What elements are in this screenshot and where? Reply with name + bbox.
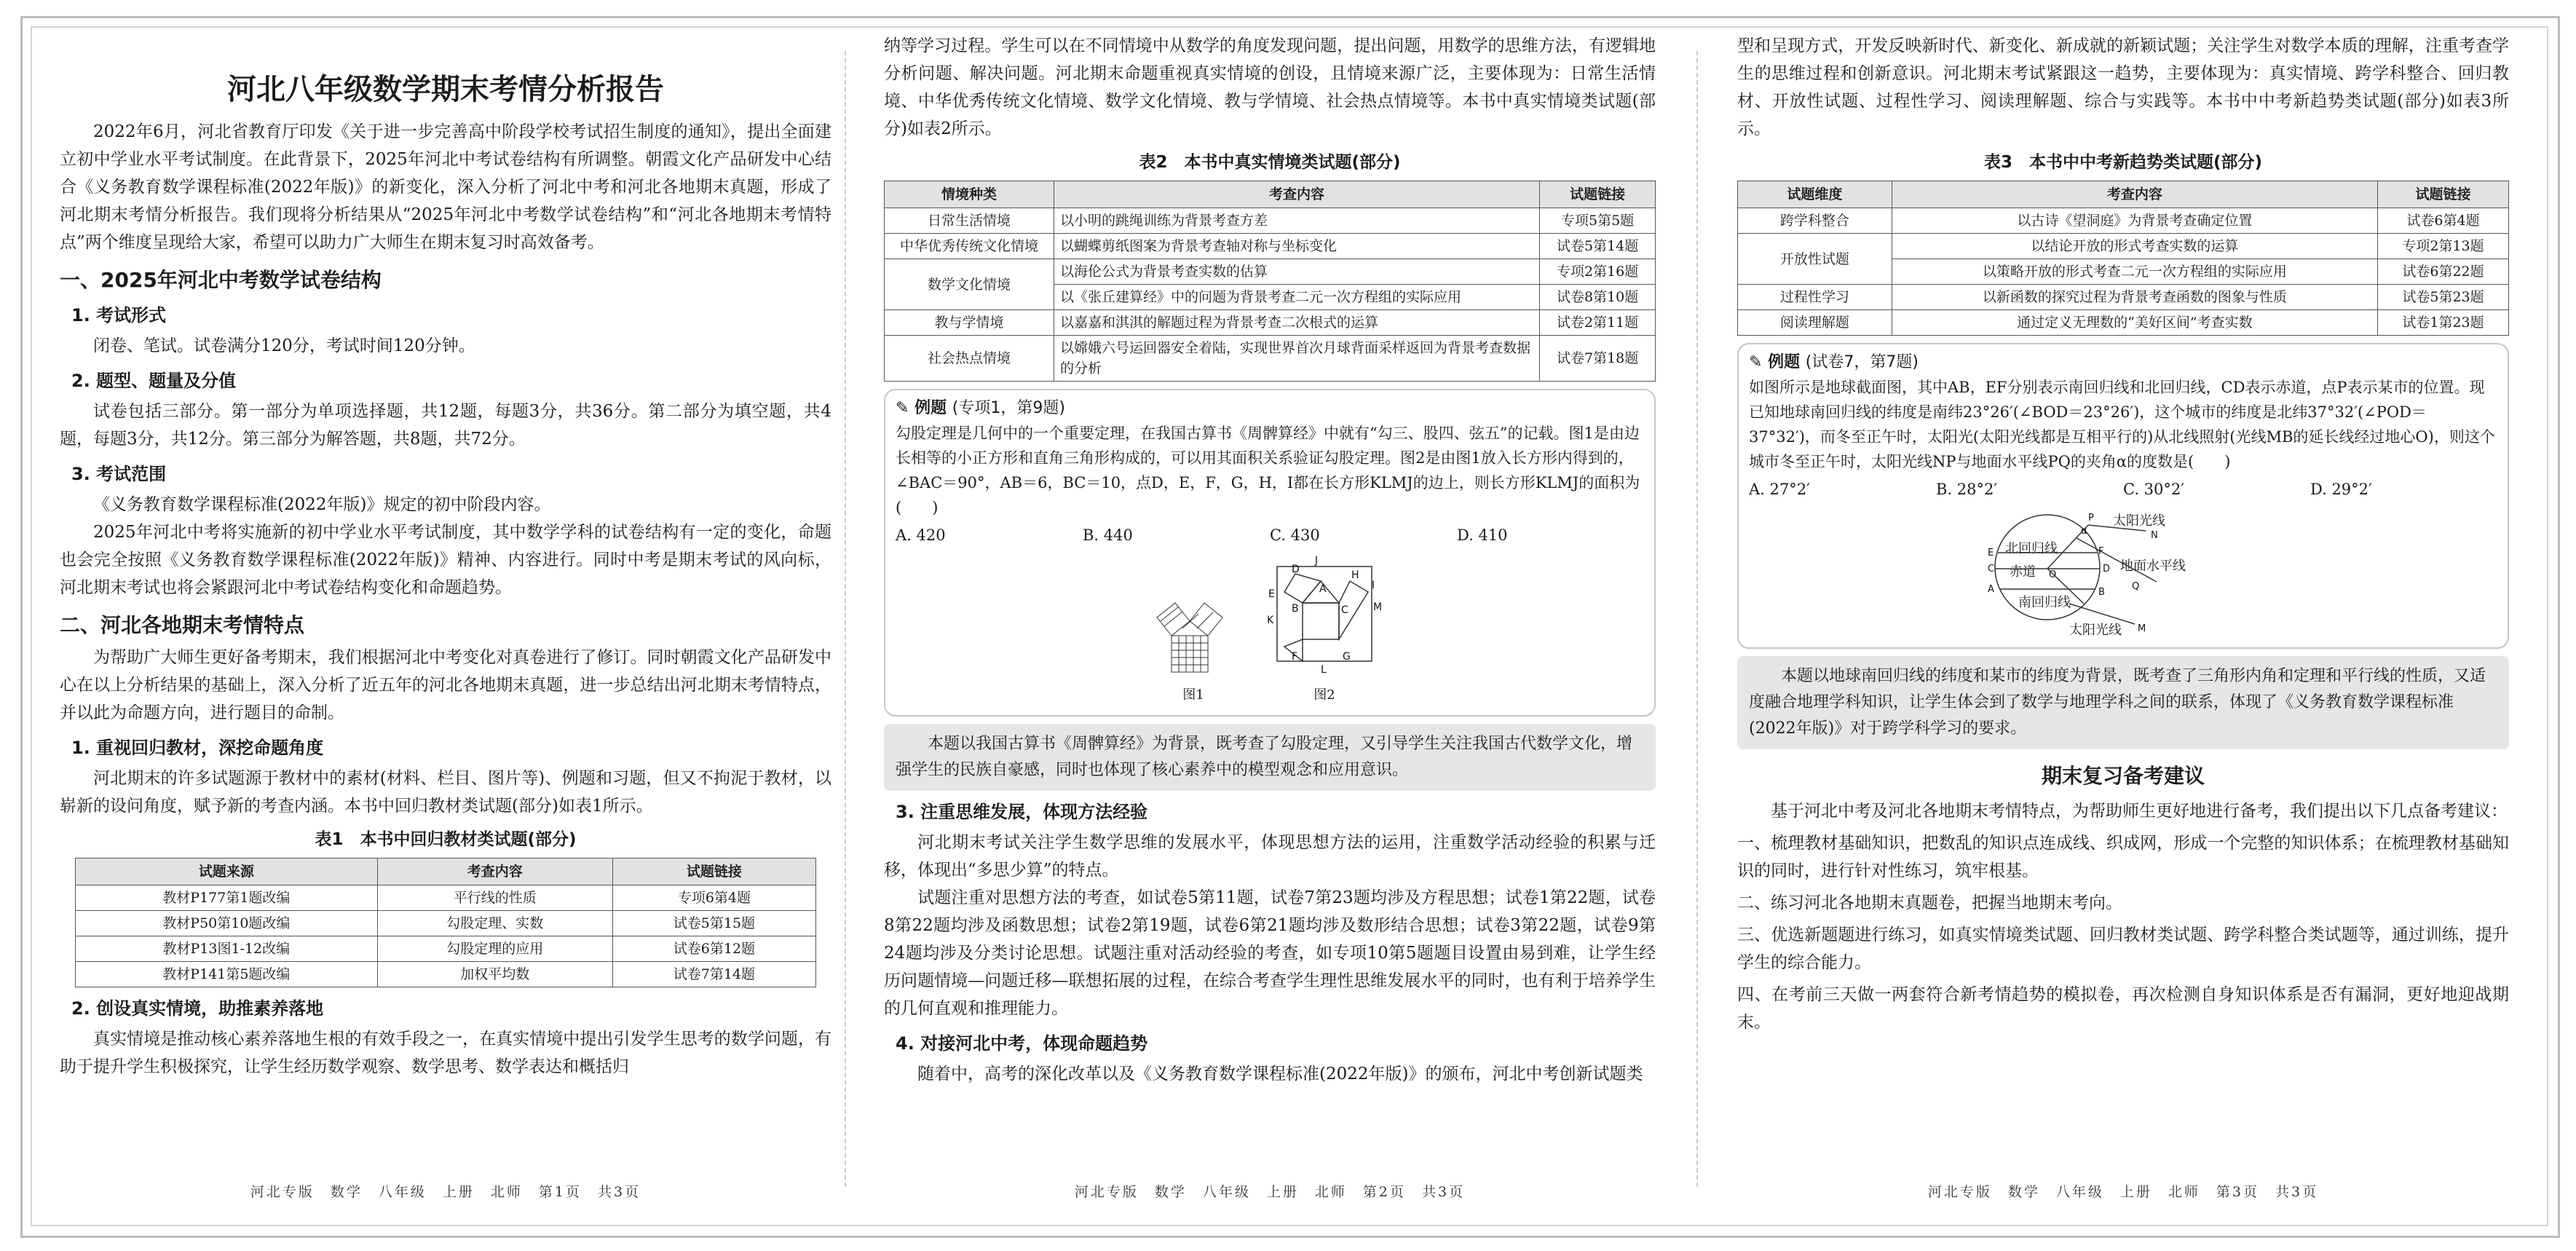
- page-footer: 河北专版 数学 八年级 上册 北师 第1页 共3页: [250, 1184, 641, 1200]
- table-cell: 阅读理解题: [1738, 310, 1892, 336]
- table-row: [76, 962, 816, 987]
- example-question: 勾股定理是几何中的一个重要定理，在我国古算书《周髀算经》中就有“勾三、股四、弦五”的记载。图1是由边长相等的小正方形和直角三角形构成的，可以用其面积关系验证勾股定理。图2是由图1放入长方形内得到的，∠BAC＝90°，AB＝6，BC＝10，点D，E，F，G，H，I都在长方形KLMJ的边上，则长方形KLMJ的面积为( ): [896, 425, 1640, 516]
- example-options: [1749, 477, 2497, 502]
- lightbulb-icon: ✎: [1749, 353, 1763, 371]
- paragraph: 型和呈现方式，开发反映新时代、新变化、新成就的新颖试题；关注学生对数学本质的理解，注重考查学生的思维过程和创新意识。河北期末考试紧跟这一趋势，主要体现为：真实情境、跨学科整合、回归教材、开放性试题、过程性学习、阅读理解题、综合与实践等。本书中中考新趋势类试题(部分)如表3所示。: [1737, 36, 2509, 138]
- example-question: 如图所示是地球截面图，其中AB，EF分别表示南回归线和北回归线，CD表示赤道，点P表示某市的位置。现已知地球南回归线的纬度是南纬23°26′(∠BOD＝23°26′)，这个城市的纬度是北纬37°32′(∠POD＝37°32′)，而冬至正午时，太阳光(太阳光线都是互相平行的)从北线照射(光线MB的延长线经过地心O)，则这个城市冬至正午时，太阳光线NP与地面水平线PQ的夹角α的度数是( ): [1749, 379, 2495, 470]
- table-cell: 试卷6第12题: [613, 936, 816, 962]
- svg-text:O: O: [2049, 569, 2057, 580]
- table-cell: 以《张丘建算经》中的问题为背景考查二元一次方程组的实际应用: [1054, 285, 1539, 310]
- svg-text:N: N: [2151, 530, 2158, 541]
- report-title: 河北八年级数学期末考情分析报告: [227, 73, 664, 106]
- svg-text:A: A: [1319, 583, 1327, 595]
- table-cell: 专项6第4题: [613, 885, 816, 911]
- paragraph: 真实情境是推动核心素养落地生根的有效手段之一，在真实情境中提出引发学生思考的数学问题，有助于提升学生积极探究，让学生经历数学观察、数学思考、数学表达和概括归: [60, 1030, 831, 1076]
- page-footer: 河北专版 数学 八年级 上册 北师 第3页 共3页: [1927, 1184, 2319, 1200]
- table-cell: 试卷5第23题: [2377, 285, 2508, 310]
- option-d: D. 29°2′: [2310, 481, 2372, 498]
- tropic-of-capricorn-label: 南回归线: [2018, 595, 2071, 610]
- column-divider: [1696, 51, 1698, 1187]
- tip-item: 二、练习河北各地期末真题卷，把握当地期末考向。: [1737, 893, 2122, 912]
- svg-text:α: α: [2081, 526, 2087, 537]
- table-row: [76, 936, 816, 962]
- table-row: [76, 911, 816, 936]
- table-row: [885, 259, 1656, 285]
- example-box-2: [1737, 343, 2509, 649]
- paragraph: 为帮助广大师生更好备考期末，我们根据河北中考变化对真卷进行了修订。同时朝霞文化产品研发中心在以上分析结果的基础上，深入分析了近五年的河北各地期末真题，进一步总结出河北期末考情特点，并以此为命题方向，进行题目的命制。: [60, 648, 831, 722]
- page-footer: 河北专版 数学 八年级 上册 北师 第2页 共3页: [1074, 1184, 1466, 1200]
- paragraph: 闭卷、笔试。试卷满分120分，考试时间120分钟。: [93, 336, 475, 355]
- table-cell: 试卷6第22题: [2377, 259, 2508, 285]
- svg-text:H: H: [1351, 569, 1359, 581]
- svg-text:P: P: [2088, 513, 2094, 524]
- sub-heading: 2. 创设真实情境，助推素养落地: [71, 998, 324, 1019]
- svg-text:C: C: [1341, 604, 1348, 616]
- table-cell: 以海伦公式为背景考查实数的估算: [1054, 259, 1539, 285]
- section-1-heading: 一、2025年河北中考数学试卷结构: [60, 268, 382, 292]
- table-cell: 以小明的跳绳训练为背景考查方差: [1054, 208, 1539, 234]
- sub-heading: 3. 考试范围: [71, 464, 167, 484]
- svg-text:J: J: [1315, 555, 1319, 567]
- table-row: [1738, 234, 2509, 259]
- option-b: B. 440: [1083, 526, 1133, 544]
- svg-text:M: M: [2138, 623, 2146, 634]
- table-header: 试题链接: [2377, 181, 2508, 208]
- sub-heading: 1. 考试形式: [71, 305, 167, 325]
- tips-title: 期末复习备考建议: [2041, 764, 2205, 788]
- table-cell: 日常生活情境: [885, 208, 1054, 234]
- sub-heading: 2. 题型、题量及分值: [71, 371, 237, 391]
- table-header: 试题链接: [613, 859, 816, 885]
- pythagoras-squares-figure: [1153, 596, 1233, 676]
- table-1: [75, 858, 816, 987]
- svg-text:F: F: [1292, 651, 1298, 663]
- svg-text:G: G: [1343, 651, 1351, 663]
- svg-text:I: I: [1372, 580, 1375, 591]
- table-cell: 以结论开放的形式考查实数的运算: [1892, 234, 2377, 259]
- svg-text:C: C: [1988, 564, 1995, 575]
- table-row: [1738, 208, 2509, 234]
- svg-text:B: B: [1292, 603, 1299, 615]
- paragraph: 河北期末的许多试题源于教材中的素材(材料、栏目、图片等)、例题和习题，但又不拘泥于教材，以崭新的设问角度，赋予新的考查内涵。本书中回归教材类试题(部分)如表1所示。: [60, 769, 831, 816]
- table-cell: 试卷1第23题: [2377, 310, 2508, 336]
- svg-text:B: B: [2098, 587, 2105, 598]
- column-1: [60, 32, 831, 1168]
- option-d: D. 410: [1457, 526, 1508, 544]
- example-label: 例题: [1768, 353, 1801, 371]
- table-cell: 试卷8第10题: [1540, 285, 1656, 310]
- svg-text:K: K: [1267, 615, 1274, 626]
- table-cell: 试卷5第15题: [613, 911, 816, 936]
- table-cell: 以嫦娥六号运回器安全着陆，实现世界首次月球背面采样返回为背景考查数据的分析: [1054, 336, 1539, 382]
- figure-1-caption: 图1: [1182, 687, 1204, 703]
- table-header: 试题链接: [1540, 181, 1656, 208]
- intro-paragraph: 2022年6月，河北省教育厅印发《关于进一步完善高中阶段学校考试招生制度的通知》，提出全面建立初中学业水平考试制度。在此背景下，2025年河北中考试卷结构有所调整。朝霞文化产品研发中心结合《义务教育数学课程标准(2022年版)》的新变化，深入分析了河北中考和河北各地期末真题，形成了河北期末考情分析报告。我们现将分析结果从“2025年河北中考数学试卷结构”和“河北各地期末考情特点”两个维度呈现给大家，希望可以助力广大师生在期末复习时高效备考。: [60, 122, 831, 252]
- table-1-caption: 表1 本书中回归教材类试题(部分): [315, 830, 577, 849]
- paragraph: 《义务教育数学课程标准(2022年版)》规定的初中阶段内容。: [93, 495, 551, 514]
- option-a: A. 420: [896, 526, 946, 544]
- table-2-caption: 表2 本书中真实情境类试题(部分): [1139, 153, 1401, 172]
- figure-row: [896, 552, 1644, 708]
- svg-text:A: A: [1988, 584, 1994, 595]
- table-row: [885, 310, 1656, 336]
- option-c: C. 30°2′: [2123, 481, 2185, 498]
- example-title: [1749, 350, 2497, 375]
- example-source: (试卷7，第7题): [1805, 353, 1919, 371]
- table-cell: 教材P13图1-12改编: [76, 936, 377, 962]
- paragraph: 2025年河北中考将实施新的初中学业水平考试制度，其中数学学科的试卷结构有一定的变化，命题也会完全按照《义务教育数学课程标准(2022年版)》精神、内容进行。同时中考是期末考试的风向标，河北期末考试也将会紧跟河北中考试卷结构变化和命题趋势。: [60, 523, 831, 597]
- rectangle-klmj-figure: [1263, 552, 1386, 676]
- example-options: [896, 523, 1644, 548]
- table-cell: 教材P50第10题改编: [76, 911, 377, 936]
- table-cell: 勾股定理、实数: [377, 911, 612, 936]
- table-2: [884, 181, 1656, 382]
- table-header: 试题来源: [76, 859, 377, 885]
- tip-item: 三、优选新题题进行练习，如真实情境类试题、回归教材类试题、跨学科整合类试题等，通过训练，提升学生的综合能力。: [1737, 926, 2509, 972]
- option-c: C. 430: [1270, 526, 1320, 544]
- table-cell: 试卷6第4题: [2377, 208, 2508, 234]
- table-cell: 教材P177第1题改编: [76, 885, 377, 911]
- equator-label: 赤道: [2010, 564, 2036, 580]
- example-2-comment: 本题以地球南回归线的纬度和某市的纬度为背景，既考查了三角形内角和定理和平行线的性质，又适度融合地理学科知识，让学生体会到了数学与地理学科之间的联系，体现了《义务教育数学课程标准(2022年版)》对于跨学科学习的要求。: [1737, 656, 2509, 749]
- paragraph: 试题注重对思想方法的考查，如试卷5第11题，试卷7第23题均涉及方程思想；试卷1第22题，试卷8第22题均涉及函数思想；试卷2第19题，试卷6第21题均涉及数形结合思想；试卷3第22题，试卷9第24题均涉及分类讨论思想。试题注重对活动经验的考查，如专项10第5题题目设置由易到难，让学生经历问题情境—问题迁移—联想拓展的过程，在综合考查学生理性思维发展水平的同时，也有利于培养学生的几何直观和推理能力。: [884, 888, 1656, 1018]
- table-3: [1737, 181, 2509, 336]
- table-cell: 试卷7第14题: [613, 962, 816, 987]
- table-cell: 开放性试题: [1738, 234, 1892, 285]
- table-cell: 专项2第13题: [2377, 234, 2508, 259]
- review-suggestions: [1737, 762, 2509, 1036]
- table-row: [1738, 310, 2509, 336]
- table-cell: 专项2第16题: [1540, 259, 1656, 285]
- table-cell: 中华优秀传统文化情境: [885, 234, 1054, 259]
- svg-text:E: E: [1268, 588, 1275, 600]
- tip-item: 一、梳理教材基础知识，把数乱的知识点连成线、织成网，形成一个完整的知识体系；在梳理教材基础知识的同时，进行针对性练习，筑牢根基。: [1737, 834, 2509, 880]
- tropic-of-cancer-label: 北回归线: [2005, 541, 2058, 556]
- tip-item: 四、在考前三天做一两套符合新考情趋势的模拟卷，再次检测自身知识体系是否有漏洞，更好地迎战期末。: [1737, 985, 2509, 1032]
- earth-cross-section-figure: [1989, 502, 2497, 640]
- table-row: [885, 234, 1656, 259]
- paragraph: 河北期末考试关注学生数学思维的发展水平，体现思想方法的运用，注重数学活动经验的积累与迁移，体现出“多思少算”的特点。: [884, 833, 1656, 880]
- column-2: [884, 32, 1656, 1168]
- table-cell: 社会热点情境: [885, 336, 1054, 382]
- table-cell: 以嘉嘉和淇淇的解题过程为背景考查二次根式的运算: [1054, 310, 1539, 336]
- example-1-comment: 本题以我国古算书《周髀算经》为背景，既考查了勾股定理，又引导学生关注我国古代数学文化，增强学生的民族自豪感，同时也体现了核心素养中的模型观念和应用意识。: [884, 724, 1656, 791]
- table-cell: 平行线的性质: [377, 885, 612, 911]
- example-box-1: [884, 389, 1656, 717]
- table-cell: 以蝴蝶剪纸图案为背景考查轴对称与坐标变化: [1054, 234, 1539, 259]
- option-a: A. 27°2′: [1749, 481, 1810, 498]
- figure-2-caption: 图2: [1313, 687, 1335, 703]
- svg-text:M: M: [1373, 601, 1383, 613]
- paragraph: 随着中，高考的深化改革以及《义务教育数学课程标准(2022年版)》的颁布，河北中考创新试题类: [917, 1065, 1643, 1084]
- sub-heading: 3. 注重思维发展，体现方法经验: [896, 802, 1148, 822]
- table-header: 考查内容: [1892, 181, 2377, 208]
- table-header: 考查内容: [1054, 181, 1539, 208]
- paragraph: 纳等学习过程。学生可以在不同情境中从数学的角度发现问题，提出问题，用数学的思维方法，有逻辑地分析问题、解决问题。河北期末命题重视真实情境的创设，且情境来源广泛，主要体现为：日常生活情境、中华优秀传统文化情境、数学文化情境、教与学情境、社会热点情境等。本书中真实情境类试题(部分)如表2所示。: [884, 36, 1656, 138]
- sunlight-label-bottom: 太阳光线: [2069, 623, 2122, 638]
- svg-text:F: F: [2098, 546, 2104, 557]
- table-row: [885, 208, 1656, 234]
- svg-text:D: D: [1292, 564, 1300, 575]
- ground-level-label: 地面水平线: [2120, 559, 2186, 574]
- svg-text:E: E: [1988, 548, 1994, 559]
- table-cell: 专项5第5题: [1540, 208, 1656, 234]
- svg-text:Q: Q: [2132, 581, 2140, 592]
- lightbulb-icon: ✎: [896, 399, 909, 417]
- table-header: 情境种类: [885, 181, 1054, 208]
- table-cell: 以古诗《望洞庭》为背景考查确定位置: [1892, 208, 2377, 234]
- table-row: [76, 885, 816, 911]
- table-header: 试题维度: [1738, 181, 1892, 208]
- svg-text:D: D: [2103, 564, 2111, 575]
- table-cell: 试卷7第18题: [1540, 336, 1656, 382]
- table-row: [1738, 285, 2509, 310]
- table-cell: 数学文化情境: [885, 259, 1054, 310]
- example-label: 例题: [914, 399, 947, 417]
- figure-1: [1153, 596, 1233, 708]
- table-cell: 加权平均数: [377, 962, 612, 987]
- paragraph: 基于河北中考及河北各地期末考情特点，为帮助师生更好地进行备考，我们提出以下几点备考建议：: [1771, 802, 2508, 821]
- table-cell: 通过定义无理数的“美好区间”考查实数: [1892, 310, 2377, 336]
- example-title: [896, 396, 1644, 421]
- table-cell: 教与学情境: [885, 310, 1054, 336]
- paragraph: 试卷包括三部分。第一部分为单项选择题，共12题，每题3分，共36分。第二部分为填空题，共4题，每题3分，共12分。第三部分为解答题，共8题，共72分。: [60, 402, 831, 449]
- table-3-caption: 表3 本书中中考新趋势类试题(部分): [1983, 153, 2263, 172]
- table-cell: 以策略开放的形式考查二元一次方程组的实际应用: [1892, 259, 2377, 285]
- sub-heading: 4. 对接河北中考，体现命题趋势: [896, 1033, 1148, 1054]
- column-3: [1737, 32, 2509, 1168]
- section-2-heading: 二、河北各地期末考情特点: [60, 613, 305, 637]
- table-cell: 勾股定理的应用: [377, 936, 612, 962]
- table-cell: 以新函数的探究过程为背景考查函数的图象与性质: [1892, 285, 2377, 310]
- table-cell: 试卷5第14题: [1540, 234, 1656, 259]
- table-cell: 教材P141第5题改编: [76, 962, 377, 987]
- svg-text:L: L: [1321, 664, 1327, 676]
- table-cell: 过程性学习: [1738, 285, 1892, 310]
- option-b: B. 28°2′: [1936, 481, 1998, 498]
- table-row: [885, 336, 1656, 382]
- table-cell: 跨学科整合: [1738, 208, 1892, 234]
- sunlight-label-top: 太阳光线: [2113, 513, 2165, 529]
- table-header: 考查内容: [377, 859, 612, 885]
- sub-heading: 1. 重视回归教材，深挖命题角度: [71, 738, 324, 758]
- example-source: (专项1，第9题): [952, 399, 1065, 417]
- figure-2: [1263, 552, 1386, 708]
- column-divider: [845, 51, 846, 1187]
- table-cell: 试卷2第11题: [1540, 310, 1656, 336]
